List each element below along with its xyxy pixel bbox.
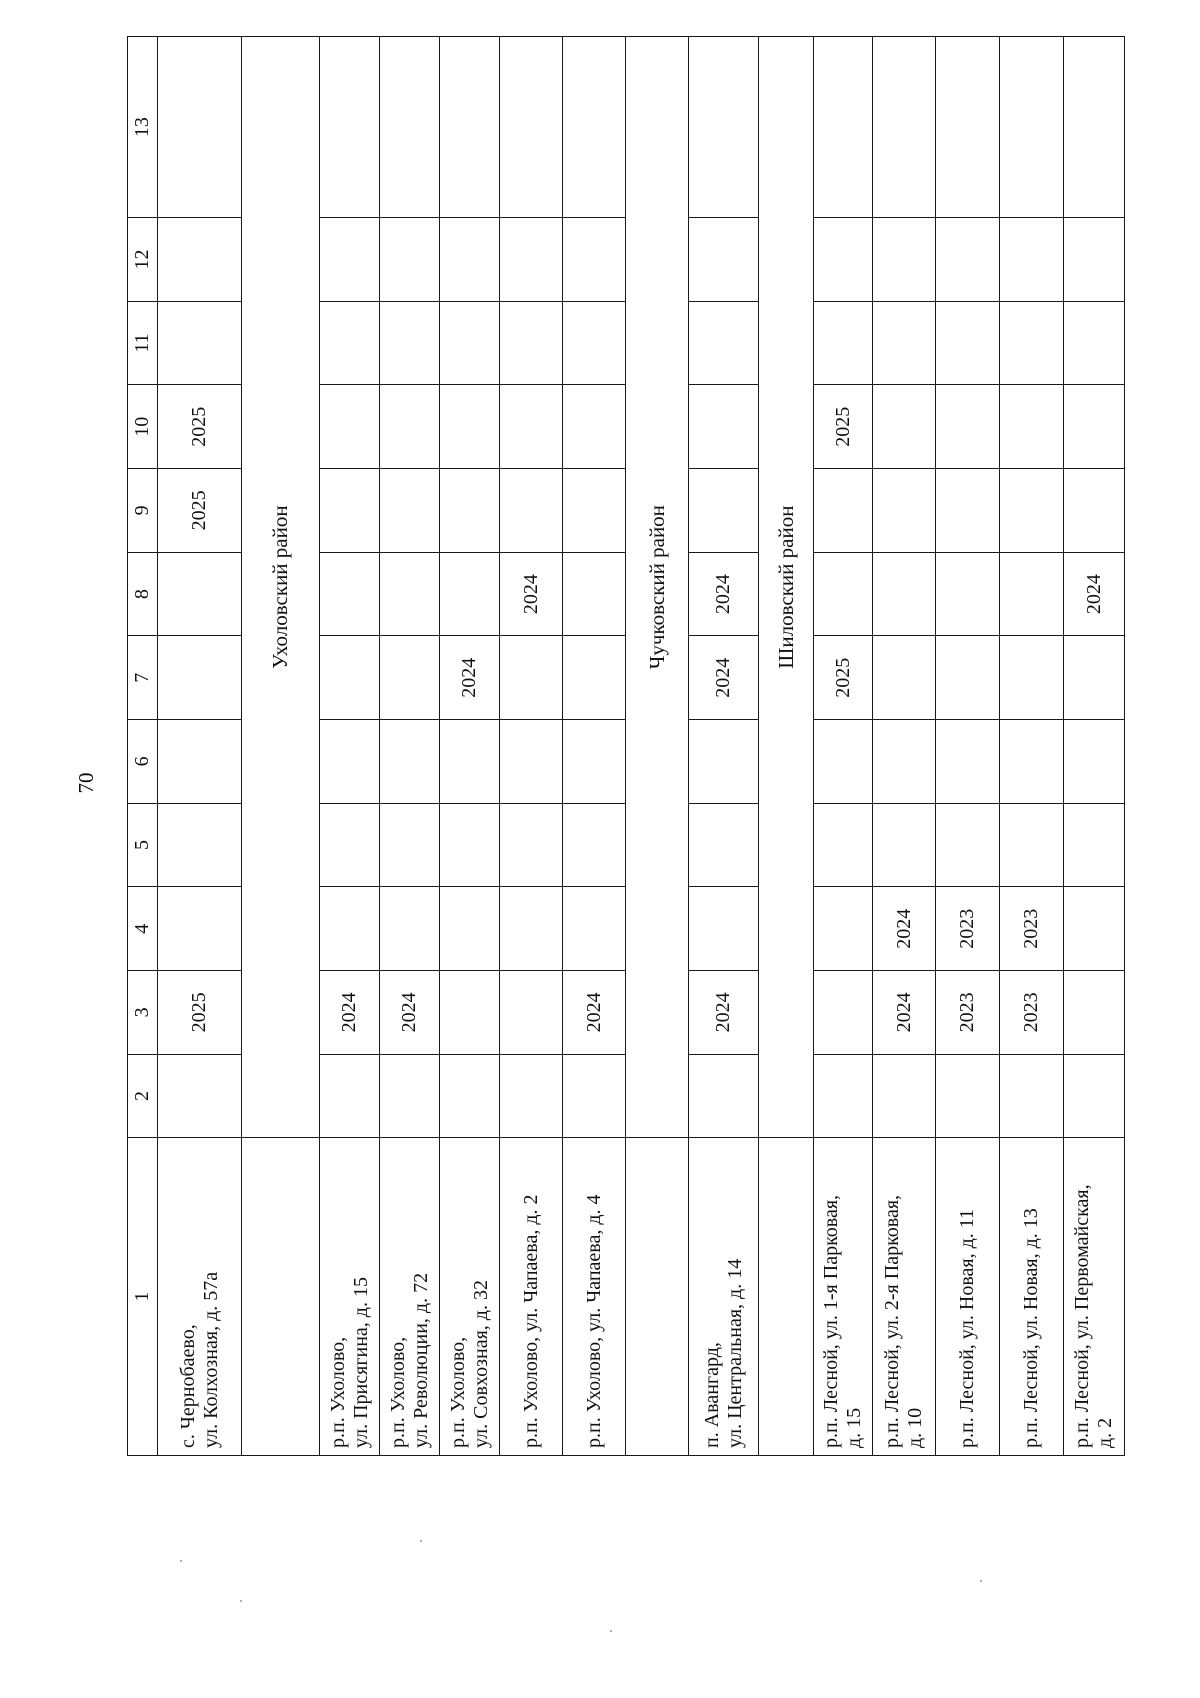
value-cell-col-6 (814, 720, 873, 804)
scan-speck (980, 1580, 982, 1582)
value-cell-col-5 (689, 803, 759, 887)
address-line: р.п. Лесной, ул. 1-я Парковая, (820, 1194, 842, 1448)
value-cell-col-7: 2025 (814, 636, 873, 720)
value-cell-col-2 (689, 1054, 759, 1138)
table-row (814, 37, 873, 1456)
value-cell-col-9 (1064, 469, 1125, 553)
table-row (936, 37, 1000, 1456)
value-cell-col-13 (936, 37, 1000, 218)
value-cell-col-8 (320, 552, 380, 636)
value-cell-col-9 (440, 469, 500, 553)
value-cell-col-6 (563, 720, 626, 804)
value-cell-col-5 (936, 803, 1000, 887)
value-cell-col-2 (440, 1054, 500, 1138)
value-cell-col-3 (500, 971, 563, 1055)
value-cell-col-13 (158, 37, 242, 218)
value-cell-col-8 (936, 552, 1000, 636)
value-cell-col-8: 2024 (1064, 552, 1125, 636)
address-line: ул. Революции, д. 72 (409, 1272, 432, 1448)
value-cell-col-3: 2024 (380, 971, 440, 1055)
value-cell-col-10 (1000, 385, 1064, 469)
value-cell-col-3: 2024 (320, 971, 380, 1055)
value-cell-col-9: 2025 (158, 469, 242, 553)
address-line: д. 15 (843, 1407, 865, 1448)
table-row (1064, 37, 1125, 1456)
value-cell-col-2 (873, 1054, 936, 1138)
scan-speck (180, 1560, 182, 1562)
value-cell-col-5 (380, 803, 440, 887)
address-line: ул. Колхозная, д. 57а (199, 1271, 222, 1448)
scan-speck (240, 1600, 242, 1602)
address-line: р.п. Ухолово, (326, 1336, 349, 1448)
table-row (563, 37, 626, 1456)
column-number-2: 2 (128, 1054, 158, 1138)
value-cell-col-13 (563, 37, 626, 218)
column-number-12: 12 (128, 218, 158, 302)
column-number-13: 13 (128, 37, 158, 218)
address-cell (320, 1138, 380, 1456)
district-blank-cell (242, 1138, 320, 1456)
address-cell (563, 1138, 626, 1456)
value-cell-col-6 (1064, 720, 1125, 804)
value-cell-col-12 (1000, 218, 1064, 302)
value-cell-col-4 (380, 887, 440, 971)
value-cell-col-11 (158, 301, 242, 385)
value-cell-col-10 (500, 385, 563, 469)
page-number: 70 (74, 772, 98, 794)
value-cell-col-11 (563, 301, 626, 385)
value-cell-col-7 (1000, 636, 1064, 720)
address-line: п. Авангард, (700, 1342, 723, 1448)
value-cell-col-9 (380, 469, 440, 553)
column-number-1: 1 (128, 1138, 158, 1456)
value-cell-col-7: 2024 (440, 636, 500, 720)
value-cell-col-10: 2025 (814, 385, 873, 469)
value-cell-col-5 (320, 803, 380, 887)
value-cell-col-9 (689, 469, 759, 553)
value-cell-col-7 (320, 636, 380, 720)
value-cell-col-10 (563, 385, 626, 469)
value-cell-col-11 (814, 301, 873, 385)
value-cell-col-10 (936, 385, 1000, 469)
district-blank-cell (759, 1138, 814, 1456)
column-number-6: 6 (128, 720, 158, 804)
value-cell-col-5 (563, 803, 626, 887)
value-cell-col-6 (936, 720, 1000, 804)
value-cell-col-2 (1064, 1054, 1125, 1138)
value-cell-col-4 (814, 887, 873, 971)
address-line: р.п. Ухолово, (386, 1336, 409, 1448)
district-name: Чучковский район (626, 37, 689, 1138)
value-cell-col-7 (158, 636, 242, 720)
value-cell-col-8 (158, 552, 242, 636)
column-number-10: 10 (128, 385, 158, 469)
value-cell-col-6 (689, 720, 759, 804)
address-cell (440, 1138, 500, 1456)
address-line: р.п. Лесной, ул. Новая, д. 13 (1020, 1208, 1042, 1448)
value-cell-col-4 (563, 887, 626, 971)
value-cell-col-13 (380, 37, 440, 218)
district-row (242, 37, 320, 1456)
value-cell-col-9 (936, 469, 1000, 553)
value-cell-col-10 (1064, 385, 1125, 469)
value-cell-col-7 (563, 636, 626, 720)
value-cell-col-3: 2024 (689, 971, 759, 1055)
value-cell-col-4 (440, 887, 500, 971)
value-cell-col-2 (320, 1054, 380, 1138)
value-cell-col-6 (320, 720, 380, 804)
table-row (689, 37, 759, 1456)
value-cell-col-11 (689, 301, 759, 385)
address-line: д. 10 (904, 1407, 926, 1448)
value-cell-col-6 (873, 720, 936, 804)
address-line: ул. Центральная, д. 14 (723, 1258, 746, 1448)
address-line: ул. Совхозная, д. 32 (469, 1280, 492, 1448)
value-cell-col-11 (873, 301, 936, 385)
district-name: Шиловский район (759, 37, 814, 1138)
value-cell-col-10: 2025 (158, 385, 242, 469)
value-cell-col-11 (1000, 301, 1064, 385)
column-number-3: 3 (128, 971, 158, 1055)
value-cell-col-11 (380, 301, 440, 385)
table-body (158, 37, 1125, 1456)
value-cell-col-4 (689, 887, 759, 971)
value-cell-col-12 (936, 218, 1000, 302)
value-cell-col-4: 2023 (936, 887, 1000, 971)
value-cell-col-6 (158, 720, 242, 804)
table-row (1000, 37, 1064, 1456)
column-number-8: 8 (128, 552, 158, 636)
value-cell-col-13 (1064, 37, 1125, 218)
scan-speck (420, 1540, 422, 1542)
value-cell-col-2 (380, 1054, 440, 1138)
district-row (759, 37, 814, 1456)
column-number-row (128, 37, 158, 1456)
value-cell-col-3 (440, 971, 500, 1055)
table-row (440, 37, 500, 1456)
column-number-9: 9 (128, 469, 158, 553)
value-cell-col-4: 2023 (1000, 887, 1064, 971)
value-cell-col-2 (158, 1054, 242, 1138)
table-row (380, 37, 440, 1456)
address-line: р.п. Ухолово, (446, 1336, 469, 1448)
value-cell-col-12 (500, 218, 563, 302)
value-cell-col-7 (500, 636, 563, 720)
value-cell-col-4 (1064, 887, 1125, 971)
district-row (626, 37, 689, 1456)
value-cell-col-3 (814, 971, 873, 1055)
value-cell-col-5 (1000, 803, 1064, 887)
value-cell-col-10 (440, 385, 500, 469)
value-cell-col-2 (563, 1054, 626, 1138)
value-cell-col-5 (873, 803, 936, 887)
value-cell-col-7: 2024 (689, 636, 759, 720)
value-cell-col-12 (1064, 218, 1125, 302)
value-cell-col-13 (689, 37, 759, 218)
value-cell-col-10 (380, 385, 440, 469)
value-cell-col-8 (873, 552, 936, 636)
address-line: ул. Присягина, д. 15 (349, 1277, 372, 1448)
address-line: р.п. Лесной, ул. Первомайская, (1071, 1184, 1093, 1448)
value-cell-col-12 (158, 218, 242, 302)
value-cell-col-12 (814, 218, 873, 302)
value-cell-col-11 (320, 301, 380, 385)
address-line: р.п. Лесной, ул. Новая, д. 11 (956, 1208, 978, 1448)
value-cell-col-2 (936, 1054, 1000, 1138)
district-name: Ухоловский район (242, 37, 320, 1138)
address-cell (1000, 1138, 1064, 1456)
value-cell-col-9 (500, 469, 563, 553)
value-cell-col-8 (1000, 552, 1064, 636)
value-cell-col-9 (814, 469, 873, 553)
table-row (500, 37, 563, 1456)
value-cell-col-13 (440, 37, 500, 218)
value-cell-col-2 (1000, 1054, 1064, 1138)
value-cell-col-3: 2023 (1000, 971, 1064, 1055)
value-cell-col-5 (1064, 803, 1125, 887)
value-cell-col-12 (689, 218, 759, 302)
value-cell-col-5 (500, 803, 563, 887)
address-line: с. Чернобаево, (176, 1324, 199, 1448)
table-row (873, 37, 936, 1456)
value-cell-col-7 (936, 636, 1000, 720)
column-number-11: 11 (128, 301, 158, 385)
address-cell (873, 1138, 936, 1456)
address-cell (814, 1138, 873, 1456)
value-cell-col-3: 2025 (158, 971, 242, 1055)
table-row (320, 37, 380, 1456)
value-cell-col-8 (440, 552, 500, 636)
value-cell-col-12 (380, 218, 440, 302)
value-cell-col-9 (873, 469, 936, 553)
value-cell-col-6 (1000, 720, 1064, 804)
address-cell (1064, 1138, 1125, 1456)
table-row (158, 37, 242, 1456)
value-cell-col-10 (320, 385, 380, 469)
value-cell-col-7 (380, 636, 440, 720)
address-cell (936, 1138, 1000, 1456)
address-line: д. 2 (1094, 1417, 1116, 1448)
value-cell-col-8: 2024 (500, 552, 563, 636)
column-number-5: 5 (128, 803, 158, 887)
value-cell-col-9 (1000, 469, 1064, 553)
address-line: р.п. Ухолово, ул. Чапаева, д. 2 (519, 1194, 542, 1448)
value-cell-col-4 (158, 887, 242, 971)
address-cell (689, 1138, 759, 1456)
value-cell-col-3 (1064, 971, 1125, 1055)
scan-speck (610, 1630, 612, 1632)
value-cell-col-3: 2024 (563, 971, 626, 1055)
value-cell-col-8 (380, 552, 440, 636)
address-line: р.п. Лесной, ул. 2-я Парковая, (881, 1194, 903, 1448)
value-cell-col-8 (814, 552, 873, 636)
value-cell-col-6 (500, 720, 563, 804)
value-cell-col-3: 2024 (873, 971, 936, 1055)
value-cell-col-8: 2024 (689, 552, 759, 636)
column-number-4: 4 (128, 887, 158, 971)
value-cell-col-12 (440, 218, 500, 302)
address-cell (158, 1138, 242, 1456)
value-cell-col-6 (380, 720, 440, 804)
value-cell-col-10 (689, 385, 759, 469)
value-cell-col-12 (320, 218, 380, 302)
value-cell-col-4: 2024 (873, 887, 936, 971)
address-line: р.п. Ухолово, ул. Чапаева, д. 4 (582, 1194, 605, 1448)
value-cell-col-10 (873, 385, 936, 469)
value-cell-col-2 (814, 1054, 873, 1138)
address-cell (380, 1138, 440, 1456)
value-cell-col-12 (563, 218, 626, 302)
value-cell-col-5 (814, 803, 873, 887)
value-cell-col-13 (320, 37, 380, 218)
value-cell-col-11 (936, 301, 1000, 385)
value-cell-col-11 (440, 301, 500, 385)
value-cell-col-13 (500, 37, 563, 218)
value-cell-col-8 (563, 552, 626, 636)
value-cell-col-3: 2023 (936, 971, 1000, 1055)
address-cell (500, 1138, 563, 1456)
value-cell-col-6 (440, 720, 500, 804)
value-cell-col-2 (500, 1054, 563, 1138)
value-cell-col-13 (873, 37, 936, 218)
value-cell-col-9 (563, 469, 626, 553)
value-cell-col-4 (320, 887, 380, 971)
value-cell-col-11 (500, 301, 563, 385)
value-cell-col-12 (873, 218, 936, 302)
value-cell-col-9 (320, 469, 380, 553)
district-blank-cell (626, 1138, 689, 1456)
value-cell-col-7 (1064, 636, 1125, 720)
value-cell-col-11 (1064, 301, 1125, 385)
column-number-7: 7 (128, 636, 158, 720)
value-cell-col-5 (440, 803, 500, 887)
value-cell-col-13 (814, 37, 873, 218)
value-cell-col-7 (873, 636, 936, 720)
value-cell-col-13 (1000, 37, 1064, 218)
value-cell-col-4 (500, 887, 563, 971)
schedule-table (127, 36, 1125, 1456)
rotated-table-container (127, 36, 1116, 1456)
value-cell-col-5 (158, 803, 242, 887)
